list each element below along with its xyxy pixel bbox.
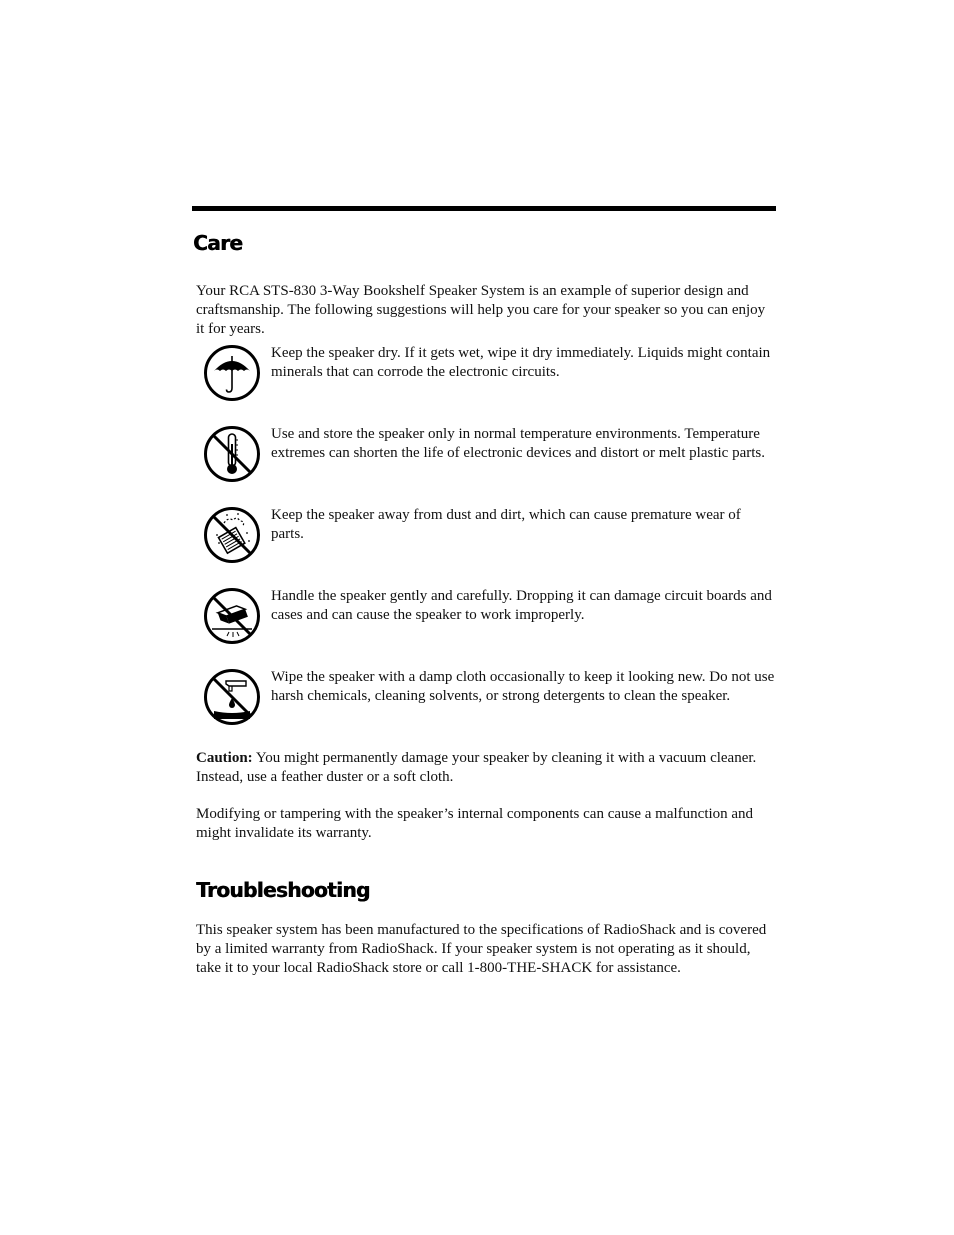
caution-text: You might permanently damage your speaker by cleaning it with a vacuum cleaner. Instead, use a feather duster or a soft cloth. (196, 750, 757, 785)
care-heading: Care (193, 231, 243, 255)
modify-warning: Modifying or tampering with the speaker’s internal components can cause a malfunction and might invalidate its warranty. (196, 806, 754, 841)
no-dropping-icon (202, 586, 262, 646)
troubleshooting-text: This speaker system has been manufactured to the specifications of RadioShack and is covered by a limited warranty from RadioShack. If your speaker system is not operating as it should, take it to your local RadioShack store or call 1-800-THE-SHACK for assistance. (196, 922, 767, 976)
care-item-text: Wipe the speaker with a damp cloth occasionally to keep it looking new. Do not use harsh chemicals, cleaning solvents, or strong detergents to clean the speaker. (271, 669, 775, 704)
no-chemicals-icon (202, 667, 262, 727)
care-item-text: Keep the speaker dry. If it gets wet, wipe it dry immediately. Liquids might contain minerals that can corrode the electronic circuits. (271, 345, 771, 380)
care-intro: Your RCA STS-830 3-Way Bookshelf Speaker System is an example of superior design and craftsmanship. The following suggestions will help you care for your speaker so you can enjoy it for years. (196, 283, 766, 337)
care-item-text: Handle the speaker gently and carefully. Dropping it can damage circuit boards and cases and can cause the speaker to work improperly. (271, 588, 772, 623)
care-item-text: Keep the speaker away from dust and dirt, which can cause premature wear of parts. (271, 507, 741, 542)
umbrella-icon (202, 343, 262, 403)
section-divider (192, 206, 776, 211)
troubleshooting-heading: Troubleshooting (196, 878, 370, 902)
caution-label: Caution: (196, 750, 253, 766)
caution-paragraph (196, 749, 776, 787)
no-thermometer-icon (202, 424, 262, 484)
no-dust-icon (202, 505, 262, 565)
care-item-text: Use and store the speaker only in normal temperature environments. Temperature extremes can shorten the life of electronic devices and distort or melt plastic parts. (271, 426, 765, 461)
